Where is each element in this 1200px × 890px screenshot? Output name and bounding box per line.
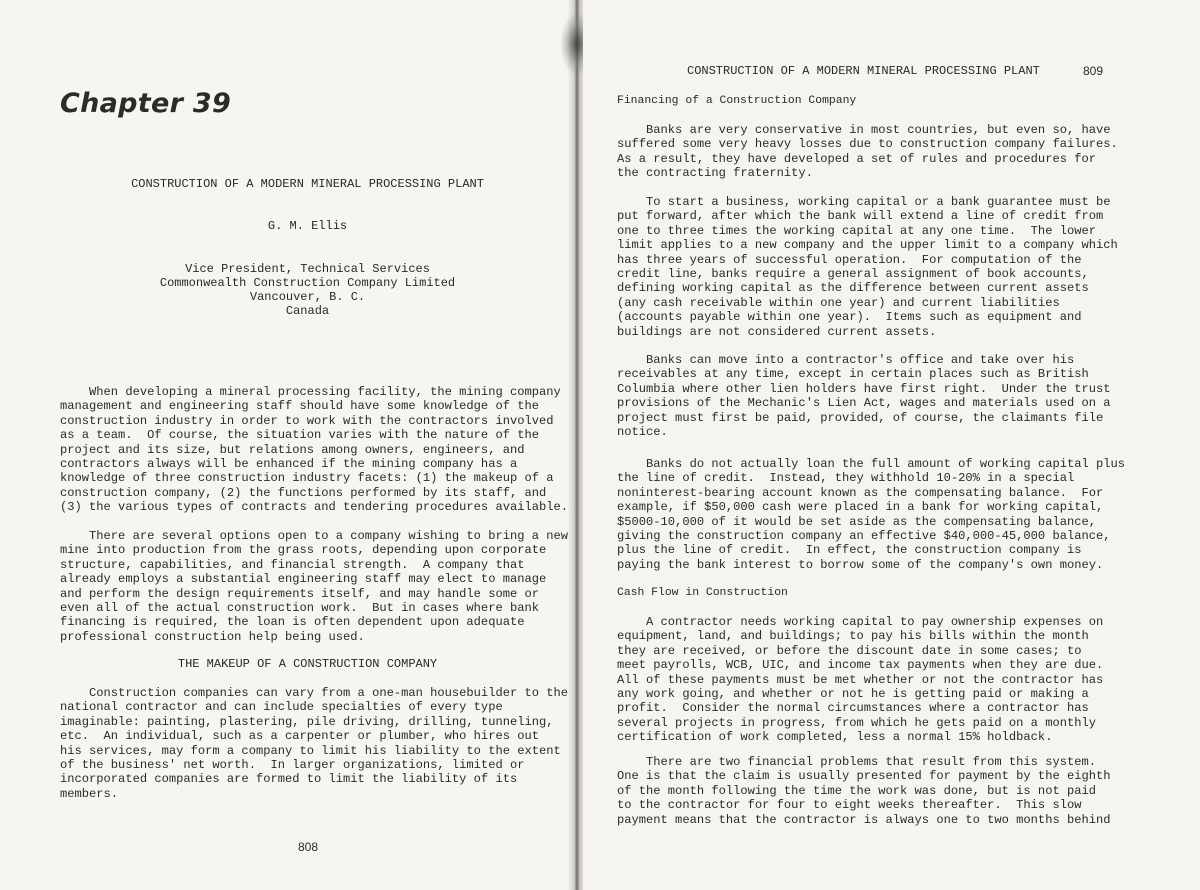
- body-paragraph: Banks can move into a contractor's office and take over his receivables at any time, except in certain places such as British Columbia where other lien holders have first right. Under the trust provisions of the Mechanic's Lien Act, wages and materials used on a project must first be paid, provided, of course, the claimants file notice.: [617, 353, 1111, 440]
- author-name: G. M. Ellis: [267, 219, 348, 233]
- body-paragraph: Construction companies can vary from a one-man housebuilder to the national contractor and can include specialties of every type imaginable: painting, plastering, pile driving, drilling, tunneling, etc. An individual, such as a carpenter or plumber, who hires out his services, may form a company to limit his liability to the extent of the business' net worth. In larger organizations, limited or incorporated companies are formed to limit the liability of its members.: [60, 686, 569, 801]
- body-paragraph: When developing a mineral processing facility, the mining company management and engineering staff should have some knowledge of the construction industry in order to work with the contractors involved as a team. Of course, the situation varies with the nature of the project and its size, but relations among owners, engineers, and contractors always will be enhanced if the mining company has a knowledge of three construction industry facets: (1) the makeup of a construction company, (2) the functions performed by its staff, and (3) the various types of contracts and tendering procedures available.: [60, 385, 569, 515]
- chapter-title: Chapter 39: [60, 88, 232, 119]
- body-paragraph: There are several options open to a company wishing to bring a new mine into production from the grass roots, depending upon corporate structure, capabilities, and financial strength. A company that already employs a substantial engineering staff may elect to manage and perform the design requirements itself, and may handle some or even all of the actual construction work. But in cases where bank financing is required, the loan is often dependent upon adequate professional construction help being used.: [60, 529, 569, 644]
- body-paragraph: Banks do not actually loan the full amount of working capital plus the line of credit. Instead, they withhold 10-20% in a special noninterest-bearing account known as the compensating balance. For example, if $50,000 cash were placed in a bank for working capital, $5000-10,000 of it would be set aside as the compensating balance, giving the construction company an effective $40,000-45,000 balance, plus the line of credit. In effect, the construction company is paying the bank interest to borrow some of the company's own money.: [617, 457, 1126, 572]
- affiliation-line: Vice President, Technical Services: [185, 262, 430, 276]
- body-paragraph: Banks are very conservative in most countries, but even so, have suffered some very heavy losses due to construction company failures. As a result, they have developed a set of rules and procedures for the contracting fraternity.: [617, 123, 1118, 181]
- affiliation-line: Canada: [285, 304, 330, 318]
- affiliation-line: Vancouver, B. C.: [249, 290, 366, 304]
- section-heading: Financing of a Construction Company: [617, 95, 857, 107]
- section-heading: THE MAKEUP OF A CONSTRUCTION COMPANY: [177, 657, 438, 671]
- body-paragraph: To start a business, working capital or a bank guarantee must be put forward, after which the bank will extend a line of credit from one to three times the working capital at any one time. The lower limit applies to a new company and the upper limit to a company which has three years of successful operation. For computation of the credit line, banks require a general assignment of book accounts, defining working capital as the difference between current assets (any cash receivable within one year) and current liabilities (accounts payable within one year). Items such as equipment and buildings are not considered current assets.: [617, 195, 1118, 339]
- left-page: [0, 0, 575, 890]
- affiliation-line: Commonwealth Construction Company Limited: [159, 276, 456, 290]
- body-paragraph: There are two financial problems that result from this system. One is that the claim is usually presented for payment by the eighth of the month following the time the work was done, but is not paid to the contractor for four to eight weeks thereafter. This slow payment means that the contractor is always one to two months behind: [617, 755, 1111, 827]
- page-number: 809: [1083, 64, 1104, 78]
- right-page: [583, 0, 1200, 890]
- page-number: 808: [298, 840, 319, 854]
- running-head: CONSTRUCTION OF A MODERN MINERAL PROCESSING PLANT: [687, 64, 1040, 78]
- section-heading: Cash Flow in Construction: [617, 587, 788, 599]
- paper-title: CONSTRUCTION OF A MODERN MINERAL PROCESSING PLANT: [131, 177, 484, 191]
- body-paragraph: A contractor needs working capital to pay ownership expenses on equipment, land, and buildings; to pay his bills within the month they are received, or before the discount date in some cases; to meet payrolls, WCB, UIC, and income tax payments when they are due. All of these payments must be met whether or not the contractor has any work going, and whether or not he is getting paid or making a profit. Consider the normal circumstances where a contractor has several projects in progress, from which he gets paid on a monthly certification of work completed, less a normal 15% holdback.: [617, 615, 1104, 745]
